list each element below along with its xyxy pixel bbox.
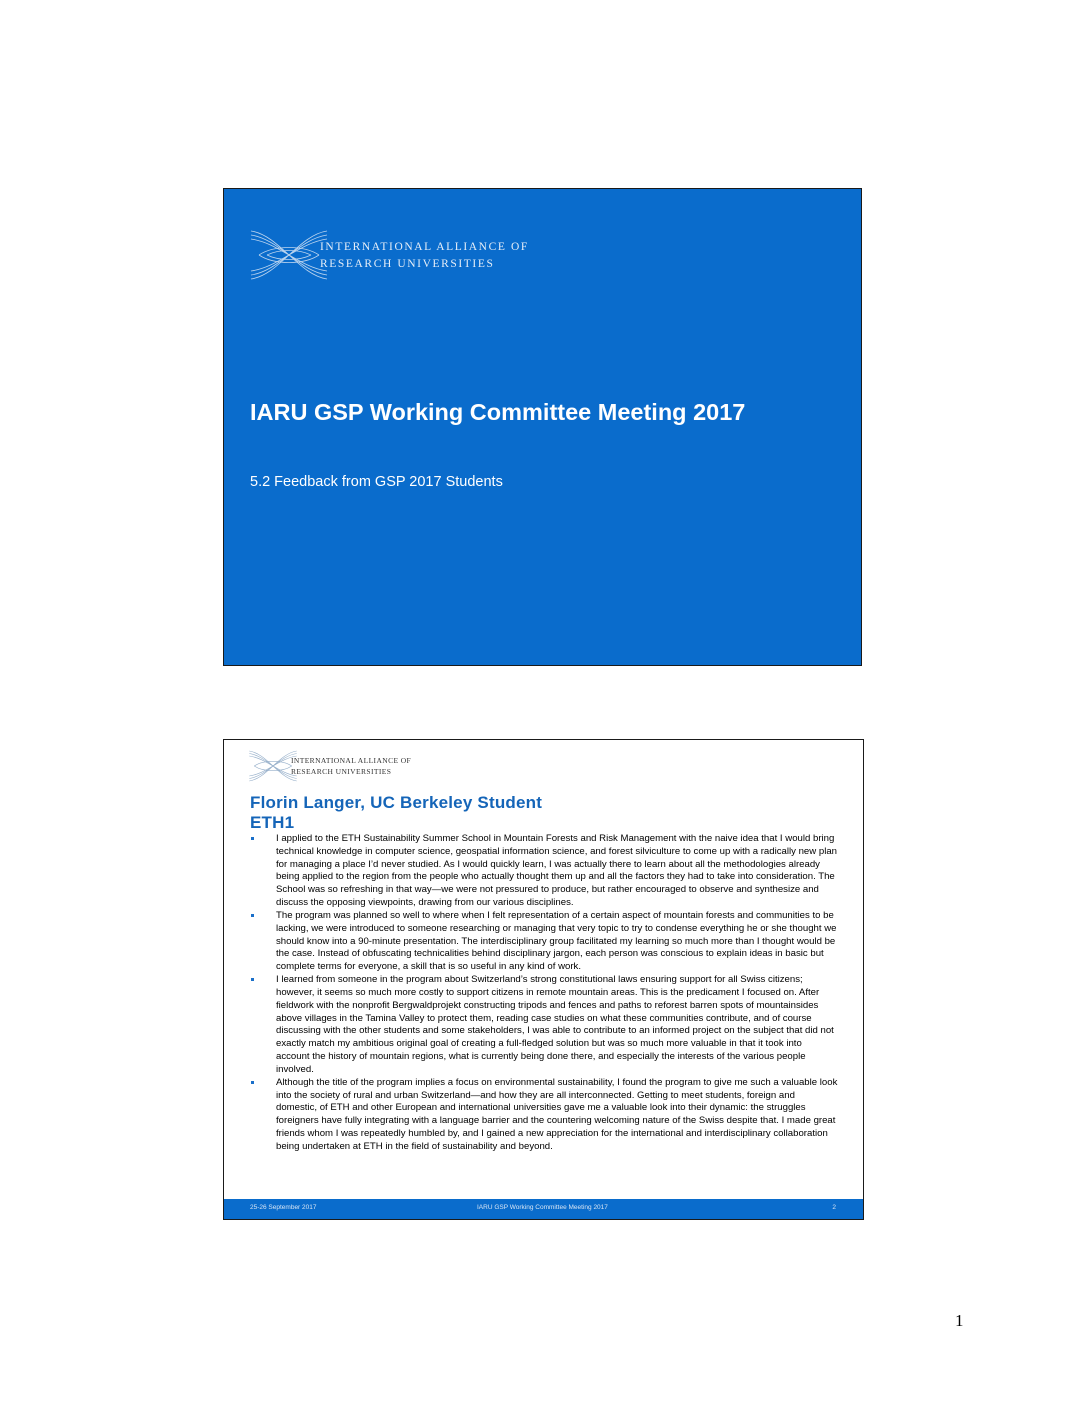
bullet-text: I learned from someone in the program about Switzerland’s strong constitutional laws ensuring support for all Swiss citizens; however, it seems so much more costly to support citizens in remote mountain areas. This is the predicament I focused on. After fieldwork with the nonprofit Bergwaldprojekt constructing tripods and fences and paths to reforest barren spots of mountainsides above villages in the Tamina Valley to protect them, reading case studies on what these communities contribute, and of course discussing with the other students and some stakeholders, I was able to contribute to an informed project on the subject that did not exactly match my ambitious original goal of creating a full-fledged solution but was so much more valuable in that it took into account the history of mountain regions, what is currently being done there, and especially the interests of the various people involved. (276, 974, 834, 1075)
page-number: 1 (955, 1311, 964, 1330)
bullet-marker-icon (251, 978, 254, 981)
logo-line-1: INTERNATIONAL ALLIANCE OF (320, 241, 529, 253)
logo-text (320, 239, 529, 273)
content-slide (223, 739, 864, 1220)
bullet-item (250, 910, 838, 974)
slide-subtitle: 5.2 Feedback from GSP 2017 Students (250, 474, 503, 490)
footer-date: 25-26 September 2017 (250, 1204, 317, 1211)
logo-line-1: INTERNATIONAL ALLIANCE OF (291, 756, 412, 765)
iaru-logo-icon (249, 225, 329, 285)
slide-title (250, 793, 542, 833)
logo-line-2: RESEARCH UNIVERSITIES (291, 766, 392, 776)
footer-title: IARU GSP Working Committee Meeting 2017 (477, 1204, 608, 1211)
footer-slide-number: 2 (832, 1204, 836, 1211)
bullet-item (250, 833, 838, 910)
bullet-text: Although the title of the program implies a focus on environmental sustainability, I found the program to give me such a valuable look into the society of rural and urban Switzerland—and how they are all interconnected. Getting to meet students, foreign and domestic, of ETH and other European and international universities gave me a valuable look into their dynamic: the struggles foreigners have fully integrating with a language barrier and the countering welcoming nature of the Swiss despite that. I made great friends whom I was repeatedly humbled by, and I gained a new appreciation for the international and interdisciplinary collaboration being undertaken at ETH in the field of sustainability and beyond. (276, 1076, 838, 1152)
slide-title: IARU GSP Working Committee Meeting 2017 (250, 399, 746, 425)
bullet-item (250, 974, 838, 1076)
bullet-marker-icon (251, 837, 254, 840)
bullet-text: The program was planned so well to where when I felt representation of a certain aspect of mountain forests and communities to be lacking, we were introduced to someone researching or managing that very topic to try to condense everything he or she thought we should know into a 90-minute presentation. The interdisciplinary group facilitated my learning so much more than I thought would be the case. Instead of obfuscating technicalities behind disciplinary jargon, each person was conscious to explain ideas in basic but complete terms for everyone, a skill that is so useful in any kind of work. (276, 910, 837, 972)
logo-line-2: RESEARCH UNIVERSITIES (320, 258, 495, 270)
logo-text (291, 756, 411, 777)
slide-title-line-2: ETH1 (250, 813, 295, 832)
title-slide (223, 188, 862, 666)
bullet-marker-icon (251, 914, 254, 917)
bullet-marker-icon (251, 1081, 254, 1084)
bullet-list (250, 833, 838, 1154)
slide-title-line-1: Florin Langer, UC Berkeley Student (250, 793, 543, 812)
bullet-text: I applied to the ETH Sustainability Summer School in Mountain Forests and Risk Management with the naive idea that I would bring technical knowledge in computer science, geospatial information science, and forest silviculture to come up with a radically new plan for managing a place I’d never studied. As I would quickly learn, I was actually there to learn about all the methodologies already being applied to the region from the people who actually thought them up and all the factors they had to take into consideration. The School was so refreshing in that way—we were not pressured to produce, but rather encouraged to observe and synthesize and discuss the opposing viewpoints, drawing from our various disciplines. (276, 833, 837, 908)
slide-footer (224, 1199, 863, 1219)
bullet-item (250, 1077, 838, 1154)
